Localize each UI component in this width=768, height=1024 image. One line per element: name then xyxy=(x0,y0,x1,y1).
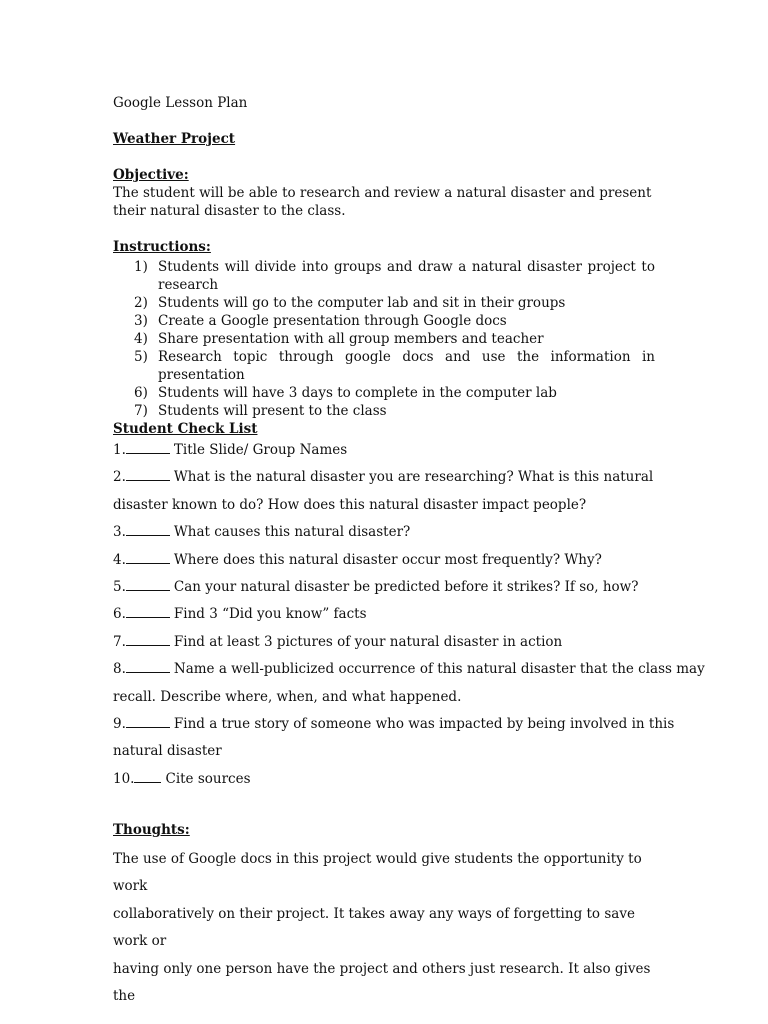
step-text: Students will have 3 days to complete in the computer lab xyxy=(158,385,557,401)
blank-line xyxy=(126,604,170,618)
blank-line xyxy=(134,769,161,783)
blank-line xyxy=(126,659,170,673)
step-number: 7) xyxy=(134,403,148,419)
item-number: 10. xyxy=(113,770,135,787)
checklist-item xyxy=(113,519,673,546)
item-text: What is the natural disaster you are researching? What is this natural xyxy=(173,469,654,486)
doc-title: Google Lesson Plan xyxy=(113,95,248,111)
instruction-step xyxy=(113,384,655,402)
checklist-item xyxy=(113,766,673,793)
checklist-item xyxy=(113,574,673,601)
instructions-heading: Instructions: xyxy=(113,239,211,255)
instruction-step xyxy=(113,330,655,348)
step-text: Students will divide into groups and draw a natural disaster project to research xyxy=(158,259,655,293)
blank-line xyxy=(126,550,170,564)
step-number: 2) xyxy=(134,295,148,311)
step-text: Students will go to the computer lab and sit in their groups xyxy=(158,295,566,311)
thoughts-line: collaboratively on their project. It takes away any ways of forgetting to save work or xyxy=(113,905,635,950)
checklist-item xyxy=(113,547,673,574)
instruction-step xyxy=(113,258,655,294)
instructions-list xyxy=(113,258,655,420)
step-text: Students will present to the class xyxy=(158,403,387,419)
checklist-item xyxy=(113,601,673,628)
item-text: Where does this natural disaster occur most frequently? Why? xyxy=(173,551,602,568)
step-text: Research topic through google docs and use the information in presentation xyxy=(158,349,655,383)
project-title: Weather Project xyxy=(113,131,236,147)
item-text: Can your natural disaster be predicted before it strikes? If so, how? xyxy=(173,579,639,596)
blank-line xyxy=(126,577,170,591)
item-text-continued: recall. Describe where, when, and what happened. xyxy=(113,688,462,705)
step-number: 6) xyxy=(134,385,148,401)
blank-line xyxy=(126,632,170,646)
checklist-item xyxy=(113,464,673,491)
step-number: 1) xyxy=(134,259,148,275)
objective-heading: Objective: xyxy=(113,167,189,183)
item-number: 5. xyxy=(113,579,126,596)
blank-line xyxy=(126,467,170,481)
step-text: Share presentation with all group members and teacher xyxy=(158,331,544,347)
item-number: 9. xyxy=(113,716,126,733)
item-text: Name a well-publicized occurrence of this natural disaster that the class may xyxy=(173,661,705,678)
checklist-item xyxy=(113,656,705,683)
thoughts-line: having only one person have the project and others just research. It also gives the xyxy=(113,960,651,1005)
blank-line xyxy=(126,440,170,454)
instruction-step xyxy=(113,348,655,384)
step-number: 4) xyxy=(134,331,148,347)
thoughts-heading: Thoughts: xyxy=(113,822,190,838)
checklist-item xyxy=(113,711,673,738)
item-text: What causes this natural disaster? xyxy=(173,524,411,541)
item-number: 3. xyxy=(113,524,126,541)
item-text: Find at least 3 pictures of your natural disaster in action xyxy=(173,633,563,650)
instruction-step xyxy=(113,402,655,420)
blank-line xyxy=(126,522,170,536)
item-number: 7. xyxy=(113,633,126,650)
item-text-continued: natural disaster xyxy=(113,743,222,760)
item-text: Title Slide/ Group Names xyxy=(173,442,348,458)
step-text: Create a Google presentation through Google docs xyxy=(158,313,507,329)
item-text: Cite sources xyxy=(165,770,251,787)
instruction-step xyxy=(113,294,655,312)
objective-text: The student will be able to research and review a natural disaster and present their natural disaster to the class. xyxy=(113,185,652,219)
item-number: 4. xyxy=(113,551,126,568)
step-number: 3) xyxy=(134,313,148,329)
item-number: 8. xyxy=(113,661,126,678)
item-text-continued: disaster known to do? How does this natural disaster impact people? xyxy=(113,496,587,513)
thoughts-paragraph xyxy=(113,846,655,1010)
blank-line xyxy=(126,714,170,728)
thoughts-line: The use of Google docs in this project would give students the opportunity to work xyxy=(113,851,642,895)
item-number: 2. xyxy=(113,469,126,486)
item-text: Find a true story of someone who was impacted by being involved in this xyxy=(173,716,675,733)
item-text: Find 3 “Did you know” facts xyxy=(173,606,367,623)
item-number: 6. xyxy=(113,606,126,623)
student-checklist xyxy=(113,437,705,793)
item-number: 1. xyxy=(113,442,126,458)
step-number: 5) xyxy=(134,349,148,365)
checklist-heading: Student Check List xyxy=(113,421,258,437)
checklist-item xyxy=(113,629,673,656)
instruction-step xyxy=(113,312,655,330)
checklist-item xyxy=(113,437,673,464)
